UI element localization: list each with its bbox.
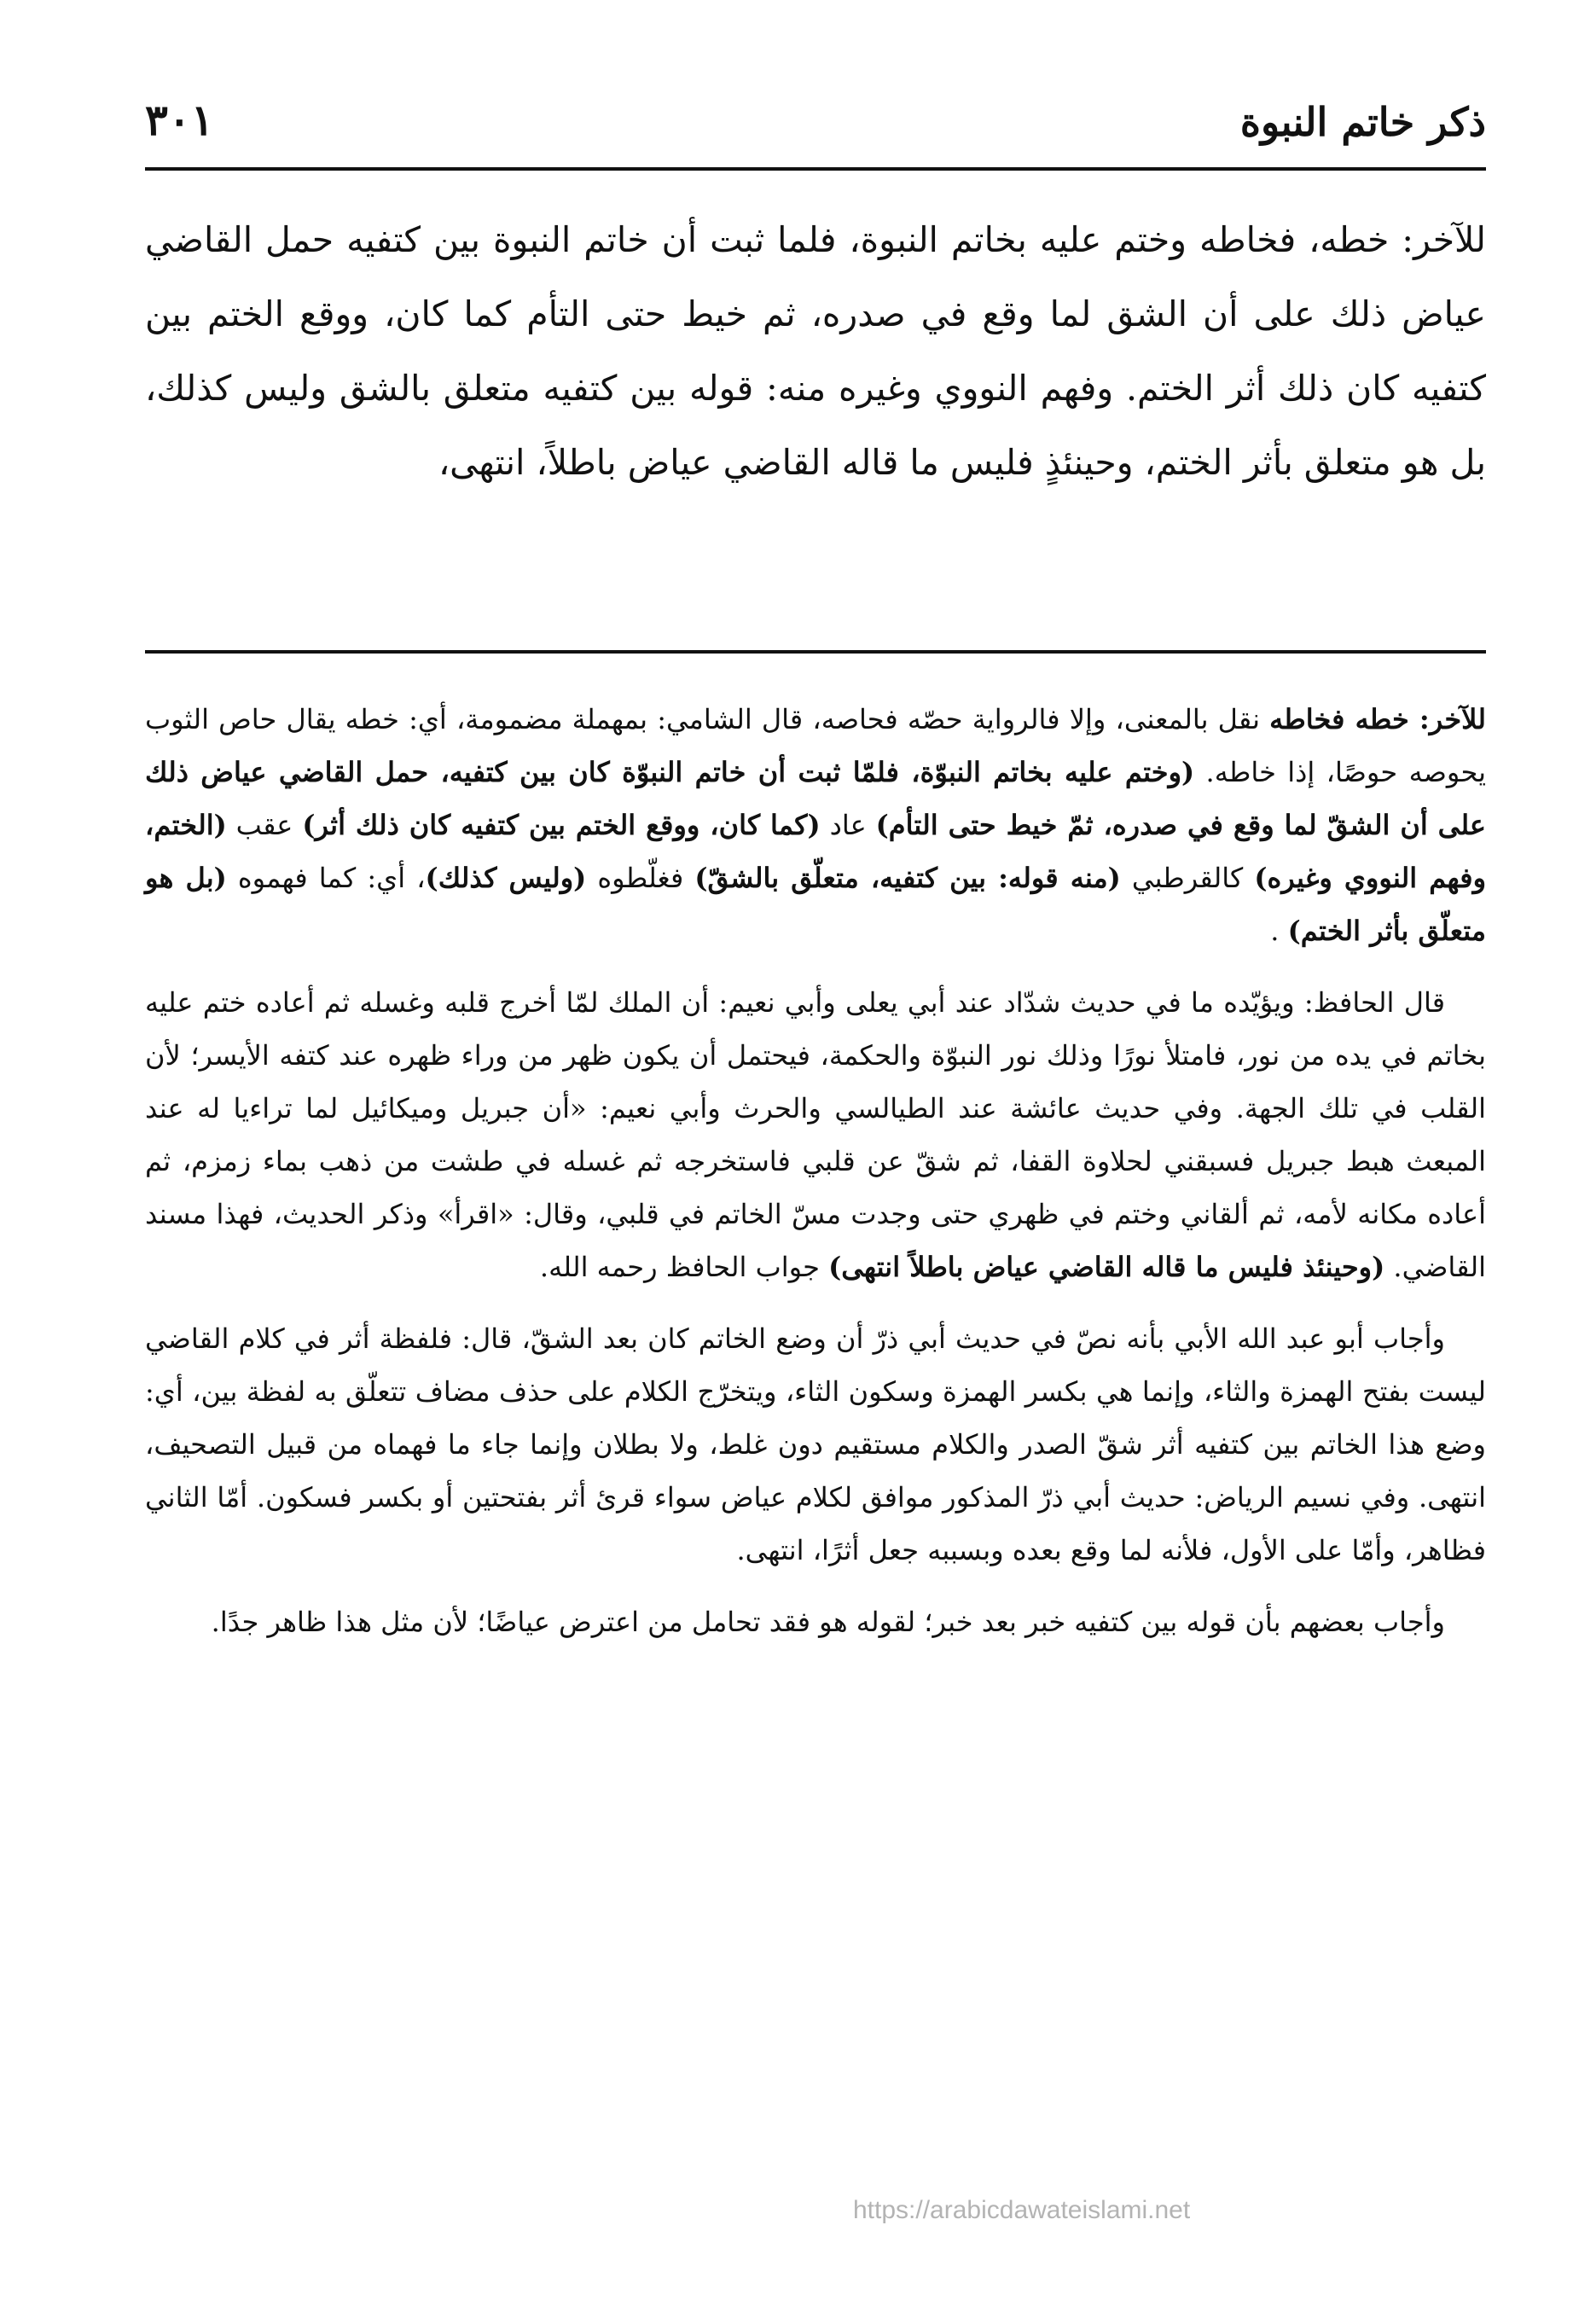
commentary-paragraph-1 [145, 693, 1486, 957]
commentary-divider [145, 650, 1486, 654]
lemma-text: (بل هو متعلّق بأثر الختم) [145, 862, 1486, 947]
commentary-text: عاد [820, 809, 876, 841]
commentary-text: ، أي: كما فهموه [226, 862, 426, 894]
commentary-paragraph-3: وأجاب أبو عبد الله الأبي بأنه نصّ في حديث أبي ذرّ أن وضع الخاتم كان بعد الشقّ، قال: فلفظة أثر في كلام القاضي ليست بفتح الهمزة والثاء، وإنما هي بكسر الهمزة وسكون الثاء، ويتخرّج الكلام على حذف مضاف تتعلّق به لفظة بين، أي: وضع هذا الخاتم بين كتفيه أثر شقّ الصدر والكلام مستقيم دون غلط، ولا بطلان وإنما جاء ما فهماه من قبيل التصحيف، انتهى. وفي نسيم الرياض: حديث أبي ذرّ المذكور موافق لكلام عياض سواء قرئ أثر بفتحتين أو بكسر فسكون. أمّا الثاني فظاهر، وأمّا على الأول، فلأنه لما وقع بعده وبسببه جعل أثرًا، انتهى. [145, 1322, 1486, 1566]
commentary-paragraph-2 [145, 976, 1486, 1293]
lemma-text: (الختم، وفهم النووي وغيره) [145, 809, 1487, 894]
commentary-text: . [1270, 915, 1288, 947]
commentary-text: قال الحافظ: ويؤيّده ما في حديث شدّاد عند أبي يعلى وأبي نعيم: أن الملك لمّا أخرج قلبه وغسله ثم أعاده ختم عليه بخاتم في يده من نور، فامتلأ نورًا وذلك نور النبوّة والحكمة، فيحتمل أن يكون ظهر من وراء ظهره عند كتفه الأيسر؛ لأن القلب في تلك الجهة. وفي حديث عائشة عند الطيالسي والحرث وأبي نعيم: «أن جبريل وميكائيل لما تراءيا له عند المبعث هبط جبريل فسبقني لحلاوة القفا، ثم شقّ عن قلبي فاستخرجه ثم غسله في طشت من ذهب بماء زمزم، ثم أعاده مكانه لأمه، ثم ألقاني وختم في ظهري حتى وجدت مسّ الخاتم في قلبي، وقال: «اقرأ» وذكر الحديث، فهذا مسند القاضي. [145, 986, 1486, 1283]
lemma-text: (وحينئذ فليس ما قاله القاضي عياض باطلاً انتهى) [828, 1251, 1385, 1283]
page-header [145, 85, 1486, 145]
commentary-text: كالقرطبي [1120, 862, 1255, 894]
commentary-text: جواب الحافظ رحمه الله. [539, 1251, 829, 1283]
running-title: ذكر خاتم النبوة [1239, 99, 1486, 145]
header-divider [145, 167, 1486, 171]
lemma-text: (وختم عليه بخاتم النبوّة، فلمّا ثبت أن خاتم النبوّة كان بين كتفيه، حمل القاضي عياض ذلك على أن الشقّ لما وقع في صدره، ثمّ خيط حتى التأم) [145, 756, 1487, 841]
watermark-url: https://arabicdawateislami.net [853, 2196, 1191, 2224]
lemma-text: (منه قوله: بين كتفيه، متعلّق بالشقّ) [694, 862, 1121, 894]
commentary-text: عقب [226, 809, 303, 841]
lemma-text: للآخر: خطه فخاطه [1269, 703, 1487, 735]
lemma-text: (كما كان، ووقع الختم بين كتفيه كان ذلك أثر) [302, 809, 821, 841]
commentary [145, 693, 1486, 1667]
commentary-paragraph-4: وأجاب بعضهم بأن قوله بين كتفيه خبر بعد خبر؛ لقوله هو فقد تحامل من اعترض عياضًا؛ لأن مثل هذا ظاهر جدًا. [211, 1606, 1445, 1638]
lemma-text: (وليس كذلك) [425, 862, 587, 894]
main-text: للآخر: خطه، فخاطه وختم عليه بخاتم النبوة، فلما ثبت أن خاتم النبوة بين كتفيه حمل القاضي عياض ذلك على أن الشق لما وقع في صدره، ثم خيط حتى التأم كما كان، ووقع الختم بين كتفيه كان ذلك أثر الختم. وفهم النووي وغيره منه: قوله بين كتفيه متعلق بالشق وليس كذلك، بل هو متعلق بأثر الختم، وحينئذٍ فليس ما قاله القاضي عياض باطلاً، انتهى، [145, 219, 1486, 483]
commentary-text: نقل بالمعنى، وإلا فالرواية حصّه فحاصه، قال الشامي: بمهملة مضمومة، أي: خطه يقال حاص الثوب يحوصه حوصًا، إذا خاطه. [145, 703, 1487, 788]
page-number: ٣٠١ [145, 95, 214, 145]
commentary-text: فغلّطوه [586, 862, 695, 894]
